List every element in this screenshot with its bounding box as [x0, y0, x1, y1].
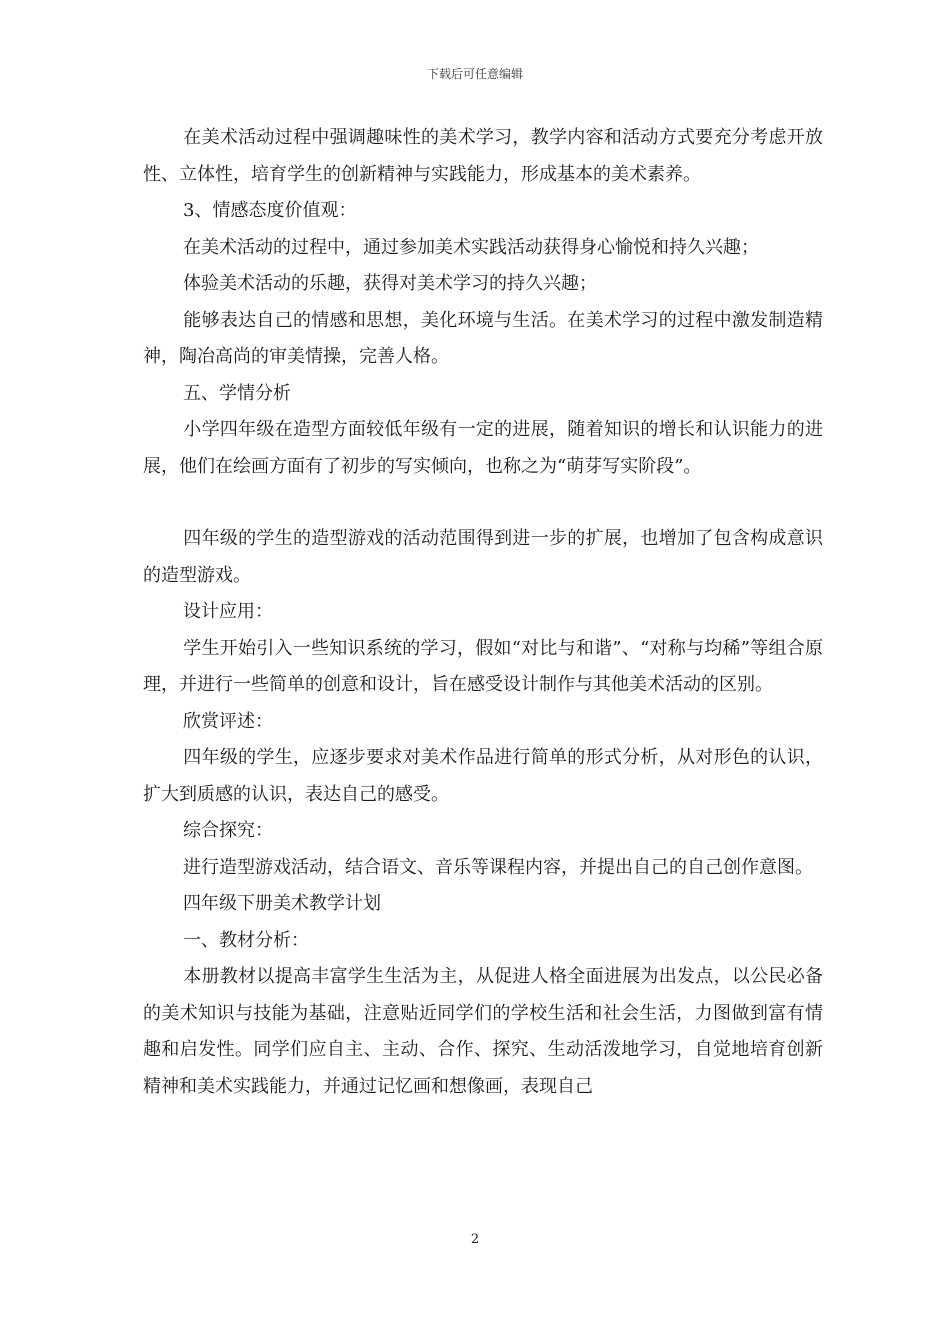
paragraph-grade-four-progress [143, 412, 823, 485]
paragraph-express-emotion [143, 303, 823, 376]
paragraph-text: 能够表达自己的情感和思想，美化环境与生活。在美术学习的过程中激发制造精神，陶冶高尚的审美情操，完善人格。 [143, 309, 823, 367]
paragraph-text: 本册教材以提高丰富学生生活为主，从促进人格全面进展为出发点，以公民必备的美术知识与技能为基础，注意贴近同学们的学校生活和社会生活，力图做到富有情趣和启发性。同学们应自主、主动、合作、探究、生动活泼地学习，自觉地培育创新精神和美术实践能力，并通过记忆画和想像画，表现自己 [143, 966, 823, 1097]
heading-design-application: 设计应用： [183, 601, 273, 622]
heading-learning-analysis: 五、学情分析 [183, 382, 291, 404]
heading-textbook-analysis: 一、教材分析： [183, 929, 309, 951]
paragraph-text: 四年级的学生的造型游戏的活动范围得到进一步的扩展，也增加了包含构成意识的造型游戏。 [143, 528, 823, 586]
paragraph-design [143, 631, 823, 704]
line-interest: 在美术活动的过程中，通过参加美术实践活动获得身心愉悦和持久兴趣； [183, 236, 759, 258]
blank-line [143, 485, 823, 521]
paragraph-exploration [143, 850, 823, 887]
heading-comprehensive-exploration: 综合探究： [183, 820, 273, 841]
line-fun: 体验美术活动的乐趣，获得对美术学习的持久兴趣； [183, 273, 597, 294]
page-number: 2 [470, 1232, 480, 1247]
paragraph-text: 在美术活动过程中强调趣味性的美术学习，教学内容和活动方式要充分考虑开放性、立体性，培育学生的创新精神与实践能力，形成基本的美术素养。 [143, 127, 823, 185]
paragraph-text: 四年级的学生，应逐步要求对美术作品进行简单的形式分析，从对形色的认识，扩大到质感的认识，表达自己的感受。 [143, 747, 823, 805]
document-body [143, 120, 823, 1105]
paragraph-textbook [143, 959, 823, 1105]
heading-emotion-values: 3、情感态度价值观： [183, 200, 357, 221]
paragraph-text: 小学四年级在造型方面较低年级有一定的进展，随着知识的增长和认识能力的进展，他们在绘画方面有了初步的写实倾向，也称之为“萌芽写实阶段”。 [143, 419, 823, 477]
page-header: 下载后可任意编辑 [426, 67, 523, 81]
paragraph-modeling-games [143, 521, 823, 594]
paragraph-appreciation [143, 740, 823, 813]
heading-teaching-plan: 四年级下册美术教学计划 [183, 893, 381, 914]
paragraph-text: 学生开始引入一些知识系统的学习，假如“对比与和谐”、“对称与均稀”等组合原理，并进行一些简单的创意和设计，旨在感受设计制作与其他美术活动的区别。 [143, 637, 823, 695]
paragraph-text: 进行造型游戏活动，结合语文、音乐等课程内容，并提出自己的自己创作意图。 [183, 856, 813, 878]
paragraph-art-activity [143, 120, 823, 193]
heading-appreciation: 欣赏评述： [183, 710, 273, 732]
